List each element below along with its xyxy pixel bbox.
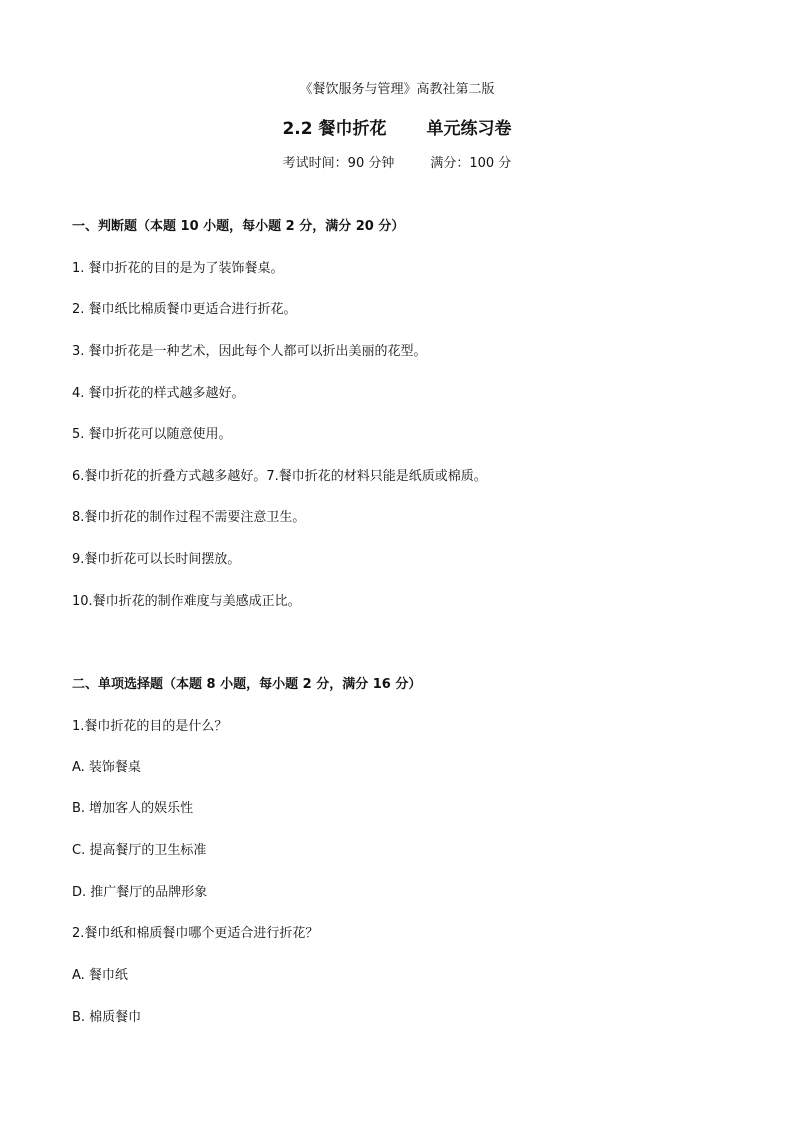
exam-meta (0, 155, 794, 173)
tf-question-6-7: 6.餐巾折花的折叠方式越多越好。7.餐巾折花的材料只能是纸质或棉质。 (72, 469, 487, 484)
tf-question-8: 8.餐巾折花的制作过程不需要注意卫生。 (72, 510, 306, 525)
mc-question-2-option-a: A. 餐巾纸 (72, 968, 128, 983)
tf-question-2: 2. 餐巾纸比棉质餐巾更适合进行折花。 (72, 302, 297, 317)
tf-question-4: 4. 餐巾折花的样式越多越好。 (72, 386, 245, 401)
document-title (0, 117, 794, 141)
title-right: 单元练习卷 (426, 119, 512, 139)
tf-question-3: 3. 餐巾折花是一种艺术，因此每个人都可以折出美丽的花型。 (72, 344, 427, 359)
tf-question-5: 5. 餐巾折花可以随意使用。 (72, 427, 232, 442)
mc-question-1-option-c: C. 提高餐厅的卫生标准 (72, 843, 207, 858)
mc-question-1-option-d: D. 推广餐厅的品牌形象 (72, 885, 208, 900)
mc-question-2-option-b: B. 棉质餐巾 (72, 1010, 142, 1025)
exam-time: 考试时间：90 分钟 (282, 156, 395, 171)
section-heading-single-choice: 二、单项选择题（本题 8 小题，每小题 2 分，满分 16 分） (72, 677, 422, 692)
mc-question-1-option-b: B. 增加客人的娱乐性 (72, 801, 194, 816)
tf-question-9: 9.餐巾折花可以长时间摆放。 (72, 552, 241, 567)
mc-question-2: 2.餐巾纸和棉质餐巾哪个更适合进行折花？ (72, 926, 319, 941)
section-heading-true-false: 一、判断题（本题 10 小题，每小题 2 分，满分 20 分） (72, 219, 405, 234)
document-subtitle: 《餐饮服务与管理》高教社第二版 (299, 82, 495, 97)
title-left: 2.2 餐巾折花 (282, 119, 387, 139)
mc-question-1-option-a: A. 装饰餐桌 (72, 760, 141, 775)
tf-question-10: 10.餐巾折花的制作难度与美感成正比。 (72, 594, 301, 609)
tf-question-1: 1. 餐巾折花的目的是为了装饰餐桌。 (72, 261, 284, 276)
mc-question-1: 1.餐巾折花的目的是什么？ (72, 719, 228, 734)
exam-score: 满分：100 分 (430, 156, 512, 171)
